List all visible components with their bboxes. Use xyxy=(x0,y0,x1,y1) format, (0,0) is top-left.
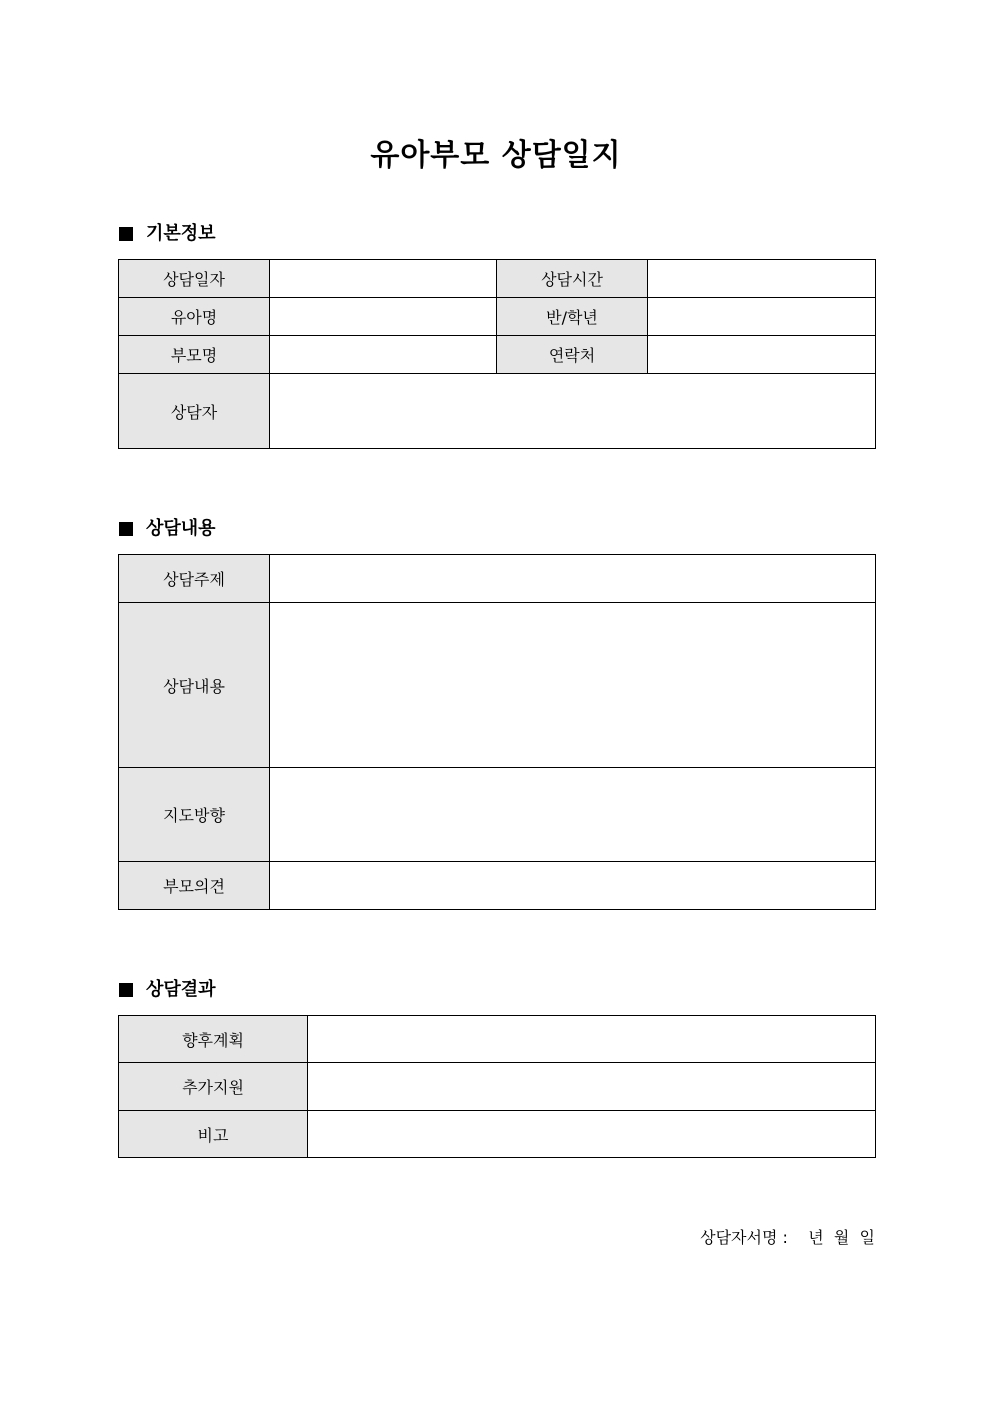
document-title: 유아부모 상담일지 xyxy=(370,138,622,173)
section-heading-label: 상담결과 xyxy=(146,979,216,1000)
label-consult-date: 상담일자 xyxy=(119,260,270,298)
consult-content-table xyxy=(118,554,876,910)
table-row xyxy=(119,298,876,336)
future-plan-field[interactable] xyxy=(308,1016,876,1063)
table-row xyxy=(119,1016,876,1063)
basic-info-table xyxy=(118,259,876,449)
label-guidance-direction: 지도방향 xyxy=(119,768,270,862)
signature-line xyxy=(600,1226,875,1250)
section-heading-label: 상담내용 xyxy=(146,518,216,539)
section-heading-label: 기본정보 xyxy=(146,223,216,244)
label-remarks: 비고 xyxy=(119,1111,308,1158)
section-heading-consult-content xyxy=(119,517,216,541)
label-consult-topic: 상담주제 xyxy=(119,555,270,603)
class-grade-field[interactable] xyxy=(648,298,876,336)
counselor-field[interactable] xyxy=(270,374,876,449)
label-parent-name: 부모명 xyxy=(119,336,270,374)
table-row xyxy=(119,336,876,374)
child-name-field[interactable] xyxy=(270,298,497,336)
contact-field[interactable] xyxy=(648,336,876,374)
label-child-name: 유아명 xyxy=(119,298,270,336)
guidance-direction-field[interactable] xyxy=(270,768,876,862)
consult-topic-field[interactable] xyxy=(270,555,876,603)
label-additional-support: 추가지원 xyxy=(119,1063,308,1111)
table-row xyxy=(119,374,876,449)
label-contact: 연락처 xyxy=(497,336,648,374)
square-bullet-icon xyxy=(119,227,133,241)
consult-time-field[interactable] xyxy=(648,260,876,298)
additional-support-field[interactable] xyxy=(308,1063,876,1111)
square-bullet-icon xyxy=(119,983,133,997)
label-parent-opinion: 부모의견 xyxy=(119,862,270,910)
signature-month-label: 월 xyxy=(833,1228,850,1247)
parent-name-field[interactable] xyxy=(270,336,497,374)
label-consult-time: 상담시간 xyxy=(497,260,648,298)
label-consult-details: 상담내용 xyxy=(119,603,270,768)
remarks-field[interactable] xyxy=(308,1111,876,1158)
label-future-plan: 향후계획 xyxy=(119,1016,308,1063)
square-bullet-icon xyxy=(119,522,133,536)
table-row xyxy=(119,555,876,603)
section-heading-basic-info xyxy=(119,222,216,246)
section-heading-consult-result xyxy=(119,978,216,1002)
signature-day-label: 일 xyxy=(859,1228,875,1247)
label-class-grade: 반/학년 xyxy=(497,298,648,336)
signature-label: 상담자서명 : xyxy=(700,1228,788,1247)
consult-date-field[interactable] xyxy=(270,260,497,298)
label-counselor: 상담자 xyxy=(119,374,270,449)
table-row xyxy=(119,1111,876,1158)
signature-year-label: 년 xyxy=(808,1228,824,1247)
parent-opinion-field[interactable] xyxy=(270,862,876,910)
consult-details-field[interactable] xyxy=(270,603,876,768)
consult-result-table xyxy=(118,1015,876,1158)
table-row xyxy=(119,862,876,910)
table-row xyxy=(119,768,876,862)
table-row xyxy=(119,603,876,768)
table-row xyxy=(119,260,876,298)
table-row xyxy=(119,1063,876,1111)
